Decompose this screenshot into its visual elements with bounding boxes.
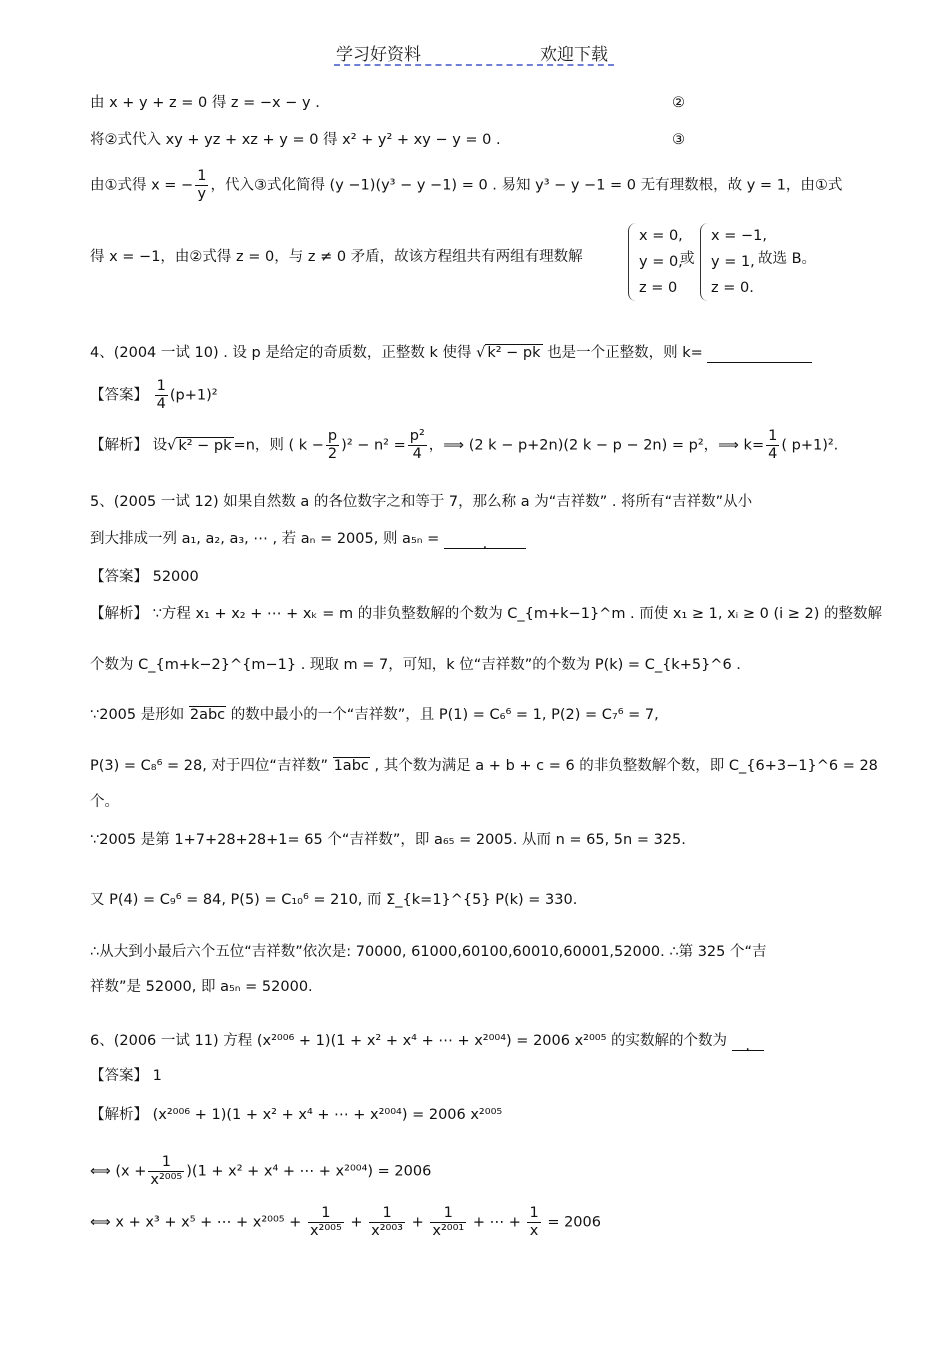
q5-analysis-text: 个。 [90,794,119,810]
fraction-denominator: x²⁰⁰¹ [432,1223,465,1239]
fraction [766,428,779,463]
header-left-text: 学习好资料 [336,45,421,65]
fraction-numerator: 1 [768,428,778,444]
q4-radical: k² − pk [487,345,541,361]
fraction-numerator: 1 [148,1154,184,1172]
fraction [308,1205,344,1240]
system-1-row: z = 0 [639,280,678,296]
q6-equation: ⟺ x + x³ + x⁵ + ⋯ + x²⁰⁰⁵ + [90,1214,302,1231]
q4-analysis: 【解析】 设√ k² − pk =n，则 ( k − $\frac{p}{2}$ )² − n² = $\frac{\text{p²}}{4}$ ，⟹ (2 k − p+2n)(2 k − p − 2n) = p²，⟹ k= $\frac{1}{4}$ ( p+1)². [90,428,839,462]
q4-analysis-text: ( p+1)². [781,437,839,454]
fraction-denominator: y [197,186,207,202]
fraction-numerator: p² [409,428,425,444]
fraction-denominator: 4 [412,446,422,462]
solution3-line4-text: 得 x = −1，由②式得 z = 0，与 z ≠ 0 矛盾，故该方程组共有两组有理数解 [90,249,583,265]
q6-stem [90,1031,860,1054]
blank-dot: . [482,536,488,552]
equation-mark-3: ③ [672,132,685,148]
q5-analysis-text: , 其个数为满足 a + b + c = 6 的非负整数解个数，即 C_{6+3−1}^6 = 28 [374,758,878,774]
fraction [326,428,339,463]
q5-stem-line2 [90,529,860,552]
answer-blank [707,348,812,363]
q4-analysis-text: )² − n² = [341,437,406,454]
analysis-label: 【解析】 [90,606,148,622]
answer-label: 【答案】 [90,569,148,585]
q5-analysis-line2 [90,655,860,675]
q4-stem: 4、(2004 一试 10) . 设 p 是给定的奇质数，正整数 k 使得 √ k² − pk 也是一个正整数，则 k= [90,343,860,363]
answer-label: 【答案】 [90,1068,148,1084]
q6-analysis-line1 [90,1105,860,1125]
q5-analysis-line8 [90,942,860,962]
fraction [148,1154,184,1189]
q5-stem-line1 [90,492,860,512]
system-2-row: z = 0. [711,280,754,296]
fraction [430,1205,466,1240]
solution-system-2 [700,223,767,301]
q4-answer [90,378,860,413]
q6-equation: = 2006 [547,1214,601,1231]
q5-analysis-text: P(3) = C₈⁶ = 28, 对于四位“吉祥数” [90,758,328,774]
q5-analysis-text: 个数为 C_{m+k−2}^{m−1} . 现取 m = 7，可知，k 位“吉祥数”的个数为 P(k) = C_{k+5}^6 . [90,657,741,673]
q5-analysis-text: 又 P(4) = C₉⁶ = 84, P(5) = C₁₀⁶ = 210, 而 Σ_{k=1}^{5} P(k) = 330. [90,892,578,908]
solution3-line2-text: 将②式代入 xy + yz + xz + y = 0 得 x² + y² + xy − y = 0 . [90,132,501,148]
solution3-line1 [90,93,860,113]
system-1-row: y = 0, [639,254,683,270]
analysis-label: 【解析】 [90,437,148,454]
q4-stem-text-a: 4、(2004 一试 10) . 设 p 是给定的奇质数，正整数 k 使得 [90,345,472,361]
overlined-number: 2abc [189,707,226,723]
or-text: 或 [680,251,695,267]
q5-analysis-text: ∴从大到小最后六个五位“吉祥数”依次是: 70000, 61000,60100,60010,60001,52000. ∴第 325 个“吉 [90,944,767,960]
answer-label: 【答案】 [90,387,148,404]
q4-analysis-text: =n，则 ( k − [233,437,324,454]
solution-system-1 [628,223,683,301]
solution3-line1-text: 由 x + y + z = 0 得 z = −x − y . [90,95,320,111]
q4-analysis-text: ，⟹ (2 k − p+2n)(2 k − p − 2n) = p²，⟹ k= [428,437,765,454]
q5-analysis-line3 [90,705,860,725]
solution3-line3-text-b: ，代入③式化简得 (y −1)(y³ − y −1) = 0 . 易知 y³ − y −1 = 0 无有理数根，故 y = 1，由①式 [210,177,843,194]
fraction-numerator: 1 [308,1205,344,1223]
q5-analysis-text: 的数中最小的一个“吉祥数”，且 P(1) = C₆⁶ = 1, P(2) = C₇⁶ = 7, [230,707,659,723]
q6-answer-value: 1 [152,1068,162,1084]
header-right-text: 欢迎下载 [540,45,608,65]
overlined-number: 1abc [333,758,369,774]
fraction-numerator: 1 [197,168,207,184]
system-2-row: y = 1, [711,254,755,270]
solution3-line3-text-a: 由①式得 x = − [90,177,194,194]
system-2-row: x = −1, [711,228,767,244]
page-header [334,40,614,66]
fraction-denominator: 4 [156,396,166,412]
blank-dot: . [745,1038,750,1054]
solution3-line3 [90,168,860,203]
q4-stem-text-b: 也是一个正整数，则 k= [547,345,703,361]
q5-analysis-line6 [90,830,860,850]
q5-answer-value: 52000 [152,569,199,585]
q6-equation: + ⋯ + [472,1214,521,1231]
q5-analysis-line4 [90,756,878,776]
fraction-numerator: 1 [156,378,166,394]
fraction-denominator: x [529,1223,539,1239]
fraction [408,428,427,463]
fraction-numerator: 1 [529,1205,539,1221]
q6-answer [90,1066,860,1086]
q5-analysis-text: ∵方程 x₁ + x₂ + ⋯ + xₖ = m 的非负整数解的个数为 C_{m+k−1}^m . 而使 x₁ ≥ 1, xᵢ ≥ 0 (i ≥ 2) 的整数解 [152,606,883,622]
fraction-denominator: x²⁰⁰³ [371,1223,403,1239]
q6-analysis-line3: ⟺ x + x³ + x⁵ + ⋯ + x²⁰⁰⁵ + $\frac{1}{\text{x²⁰⁰⁵}}$ + $\frac{1}{\text{x²⁰⁰³}}$ + $\frac{1}{\text{x²⁰⁰¹}}$ + ⋯ + $\frac{1}{x}$ = 2006 [90,1205,601,1239]
fraction-denominator: 2 [327,446,338,462]
answer-blank [732,1036,764,1054]
q4-analysis-text: 设 [152,437,168,454]
solution3-line2 [90,130,860,150]
q6-equation: ⟺ (x + [90,1163,147,1180]
q5-answer [90,567,860,587]
q5-analysis-text: ∵2005 是形如 [90,707,185,723]
fraction [527,1205,540,1240]
answer-blank [444,534,526,552]
q5-analysis-text: 祥数”是 52000, 即 a₅ₙ = 52000. [90,979,313,995]
fraction-numerator: p [326,428,339,446]
fraction-denominator: x²⁰⁰⁵ [309,1223,342,1239]
q5-analysis-line5 [90,792,860,812]
fraction-denominator: x²⁰⁰⁵ [150,1172,183,1188]
q4-answer-tail: (p+1)² [169,387,218,404]
fraction-numerator: 1 [430,1205,466,1223]
fraction [369,1205,405,1240]
q6-stem-text: 6、(2006 一试 11) 方程 (x²⁰⁰⁶ + 1)(1 + x² + x⁴ + ⋯ + x²⁰⁰⁴) = 2006 x²⁰⁰⁵ 的实数解的个数为 [90,1033,728,1049]
q6-equation: )(1 + x² + x⁴ + ⋯ + x²⁰⁰⁴) = 2006 [186,1163,432,1180]
fraction [195,168,208,203]
q5-analysis-text: ∵2005 是第 1+7+28+28+1= 65 个“吉祥数”，即 a₆₅ = 2005. 从而 n = 65, 5n = 325. [90,832,686,848]
q5-stem-text: 5、(2005 一试 12) 如果自然数 a 的各位数字之和等于 7，那么称 a 为“吉祥数” . 将所有“吉祥数”从小 [90,494,753,510]
fraction-denominator: 4 [768,446,778,462]
fraction [155,378,168,413]
system-1-row: x = 0, [639,228,683,244]
q5-analysis-line1 [90,604,883,624]
analysis-label: 【解析】 [90,1107,148,1123]
fraction-numerator: 1 [369,1205,405,1223]
equation-mark-2: ② [672,95,685,111]
q5-analysis-line9 [90,977,860,997]
answer-choice-text: 故选 B。 [758,251,817,267]
q5-stem-text: 到大排成一列 a₁, a₂, a₃, ⋯ , 若 aₙ = 2005, 则 a₅ₙ = [90,531,440,547]
q4-analysis-radical: k² − pk [178,437,232,454]
q6-equation: (x²⁰⁰⁶ + 1)(1 + x² + x⁴ + ⋯ + x²⁰⁰⁴) = 2006 x²⁰⁰⁵ [152,1107,503,1123]
q5-analysis-line7 [90,890,860,910]
q6-analysis-line2 [90,1154,860,1189]
